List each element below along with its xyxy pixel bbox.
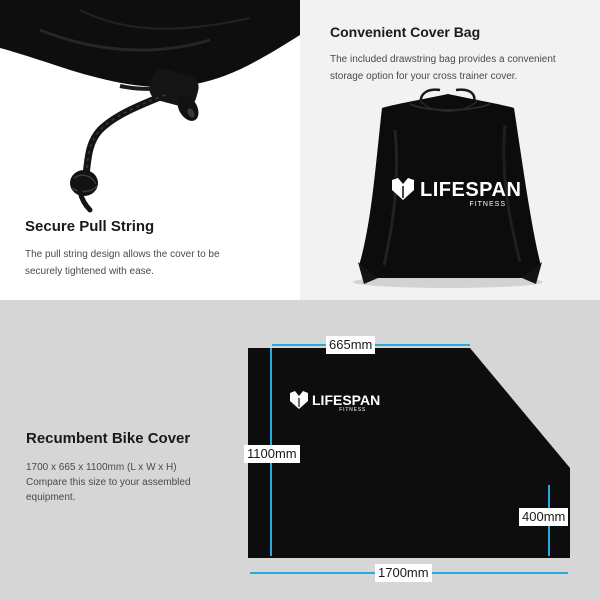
length-dimension-label: 1700mm [375, 564, 432, 582]
bag-logo-text: LIFESPAN [420, 179, 522, 201]
drawstring-bag-image [300, 0, 600, 300]
bike-cover-diagram [0, 300, 600, 600]
side-dimension-label: 400mm [519, 508, 568, 526]
cord-knot [70, 170, 98, 210]
bike-cover-dimensions: 1700 x 665 x 1100mm (L x W x H) [26, 462, 177, 473]
bag-logo-subtext: FITNESS [469, 201, 506, 208]
bike-cover-compare-text: Compare this size to your assembled equipment. [26, 477, 191, 503]
pull-string-description: The pull string design allows the cover to be securely tightened with ease. [25, 249, 220, 277]
bike-cover-panel [0, 300, 600, 600]
pull-string-panel [0, 0, 300, 300]
cover-logo-text: LIFESPAN [312, 392, 381, 408]
cover-logo-subtext: FITNESS [339, 407, 366, 413]
cover-bag-heading: Convenient Cover Bag [330, 24, 481, 40]
cover-bag-panel [300, 0, 600, 300]
bike-cover-heading: Recumbent Bike Cover [26, 430, 191, 447]
height-dimension-label: 1100mm [244, 445, 300, 463]
cover-bag-description: The included drawstring bag provides a convenient storage option for your cross trainer cover. [330, 54, 556, 82]
pull-string-heading: Secure Pull String [25, 218, 155, 235]
width-dimension-label: 665mm [326, 336, 375, 354]
